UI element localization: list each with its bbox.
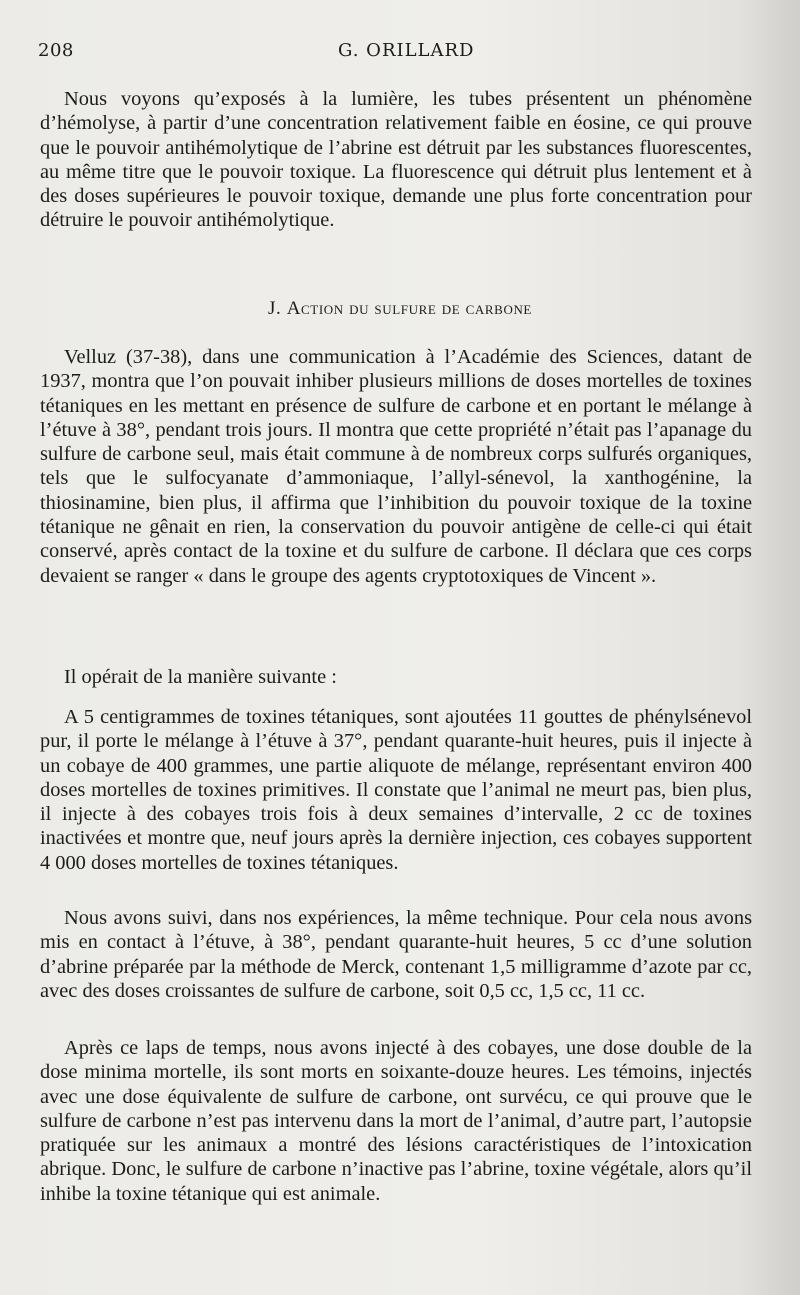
paragraph-1 xyxy=(40,87,752,233)
paragraph-5 xyxy=(40,906,752,1003)
paragraph-3 xyxy=(40,665,752,689)
paragraph-4 xyxy=(40,705,752,875)
page-number: 208 xyxy=(38,40,74,61)
paragraph-text: Il opérait de la manière suivante : xyxy=(64,666,337,688)
paragraph-2 xyxy=(40,345,752,588)
paragraph-text: Velluz (37-38), dans une communication à l’Académie des Sciences, datant de 1937, montra que l’on pouvait inhiber plusieurs millions de doses mortelles de toxines tétaniques en les mettant en présence de sulfure de carbone et en portant le mélange à l’étuve à 38°, pendant trois jours. Il montra que cette propriété n’était pas l’apanage du sulfure de carbone seul, mais était commune à de nombreux corps sulfurés organiques, tels que le sulfocyanate d’ammoniaque, l’allyl-sénevol, la xanthogénine, la thiosinamine, bien plus, il affirma que l’inhibition du pouvoir toxique de la toxine tétanique ne gênait en rien, la conservation du pouvoir antigène de celle-ci qui était conservé, après contact de la toxine et du sulfure de carbone. Il déclara que ces corps devaient se ranger « dans le groupe des agents cryptotoxiques de Vincent ». xyxy=(40,346,752,587)
page-header xyxy=(38,40,760,70)
running-head: G. ORILLARD xyxy=(338,40,475,61)
section-letter: J. xyxy=(268,298,282,319)
paragraph-6 xyxy=(40,1036,752,1206)
paragraph-text: Nous voyons qu’exposés à la lumière, les tubes présentent un phénomène d’hémolyse, à partir d’une concentration relativement faible en éosine, ce qui prouve que le pouvoir antihémolytique de l’abrine est détruit par les substances fluorescentes, au même titre que le pouvoir toxique. La fluorescence qui détruit plus lentement et à des doses supérieures le pouvoir toxique, demande une plus forte concentration pour détruire le pouvoir antihémolytique. xyxy=(40,88,752,232)
paragraph-text: Nous avons suivi, dans nos expériences, la même technique. Pour cela nous avons mis en contact à l’étuve, à 38°, pendant quarante-huit heures, 5 cc d’une solution d’abrine préparée par la méthode de Merck, contenant 1,5 milligramme d’azote par cc, avec des doses croissantes de sulfure de carbone, soit 0,5 cc, 1,5 cc, 11 cc. xyxy=(40,907,752,1002)
section-heading xyxy=(0,298,800,320)
section-title-text: Action du sulfure de carbone xyxy=(286,298,532,319)
paragraph-text: A 5 centigrammes de toxines tétaniques, sont ajoutées 11 gouttes de phénylsénevol pur, il porte le mélange à l’étuve à 37°, pendant quarante-huit heures, puis il injecte à un cobaye de 400 grammes, une partie aliquote de mélange, représentant environ 400 doses mortelles de toxines primitives. Il constate que l’animal ne meurt pas, bien plus, il injecte à des cobayes trois fois à deux semaines d’intervalle, 2 cc de toxines inactivées et montre que, neuf jours après la dernière injection, ces cobayes supportent 4 000 doses mortelles de toxines tétaniques. xyxy=(40,706,752,874)
paragraph-text: Après ce laps de temps, nous avons injecté à des cobayes, une dose double de la dose minima mortelle, ils sont morts en soixante-douze heures. Les témoins, injectés avec une dose équivalente de sulfure de carbone, ont survécu, ce qui prouve que le sulfure de carbone n’est pas intervenu dans la mort de l’animal, d’autre part, l’autopsie pratiquée sur les animaux a montré des lésions caractéristiques de l’intoxication abrique. Donc, le sulfure de carbone n’inactive pas l’abrine, toxine végétale, alors qu’il inhibe la toxine tétanique qui est animale. xyxy=(40,1037,752,1205)
